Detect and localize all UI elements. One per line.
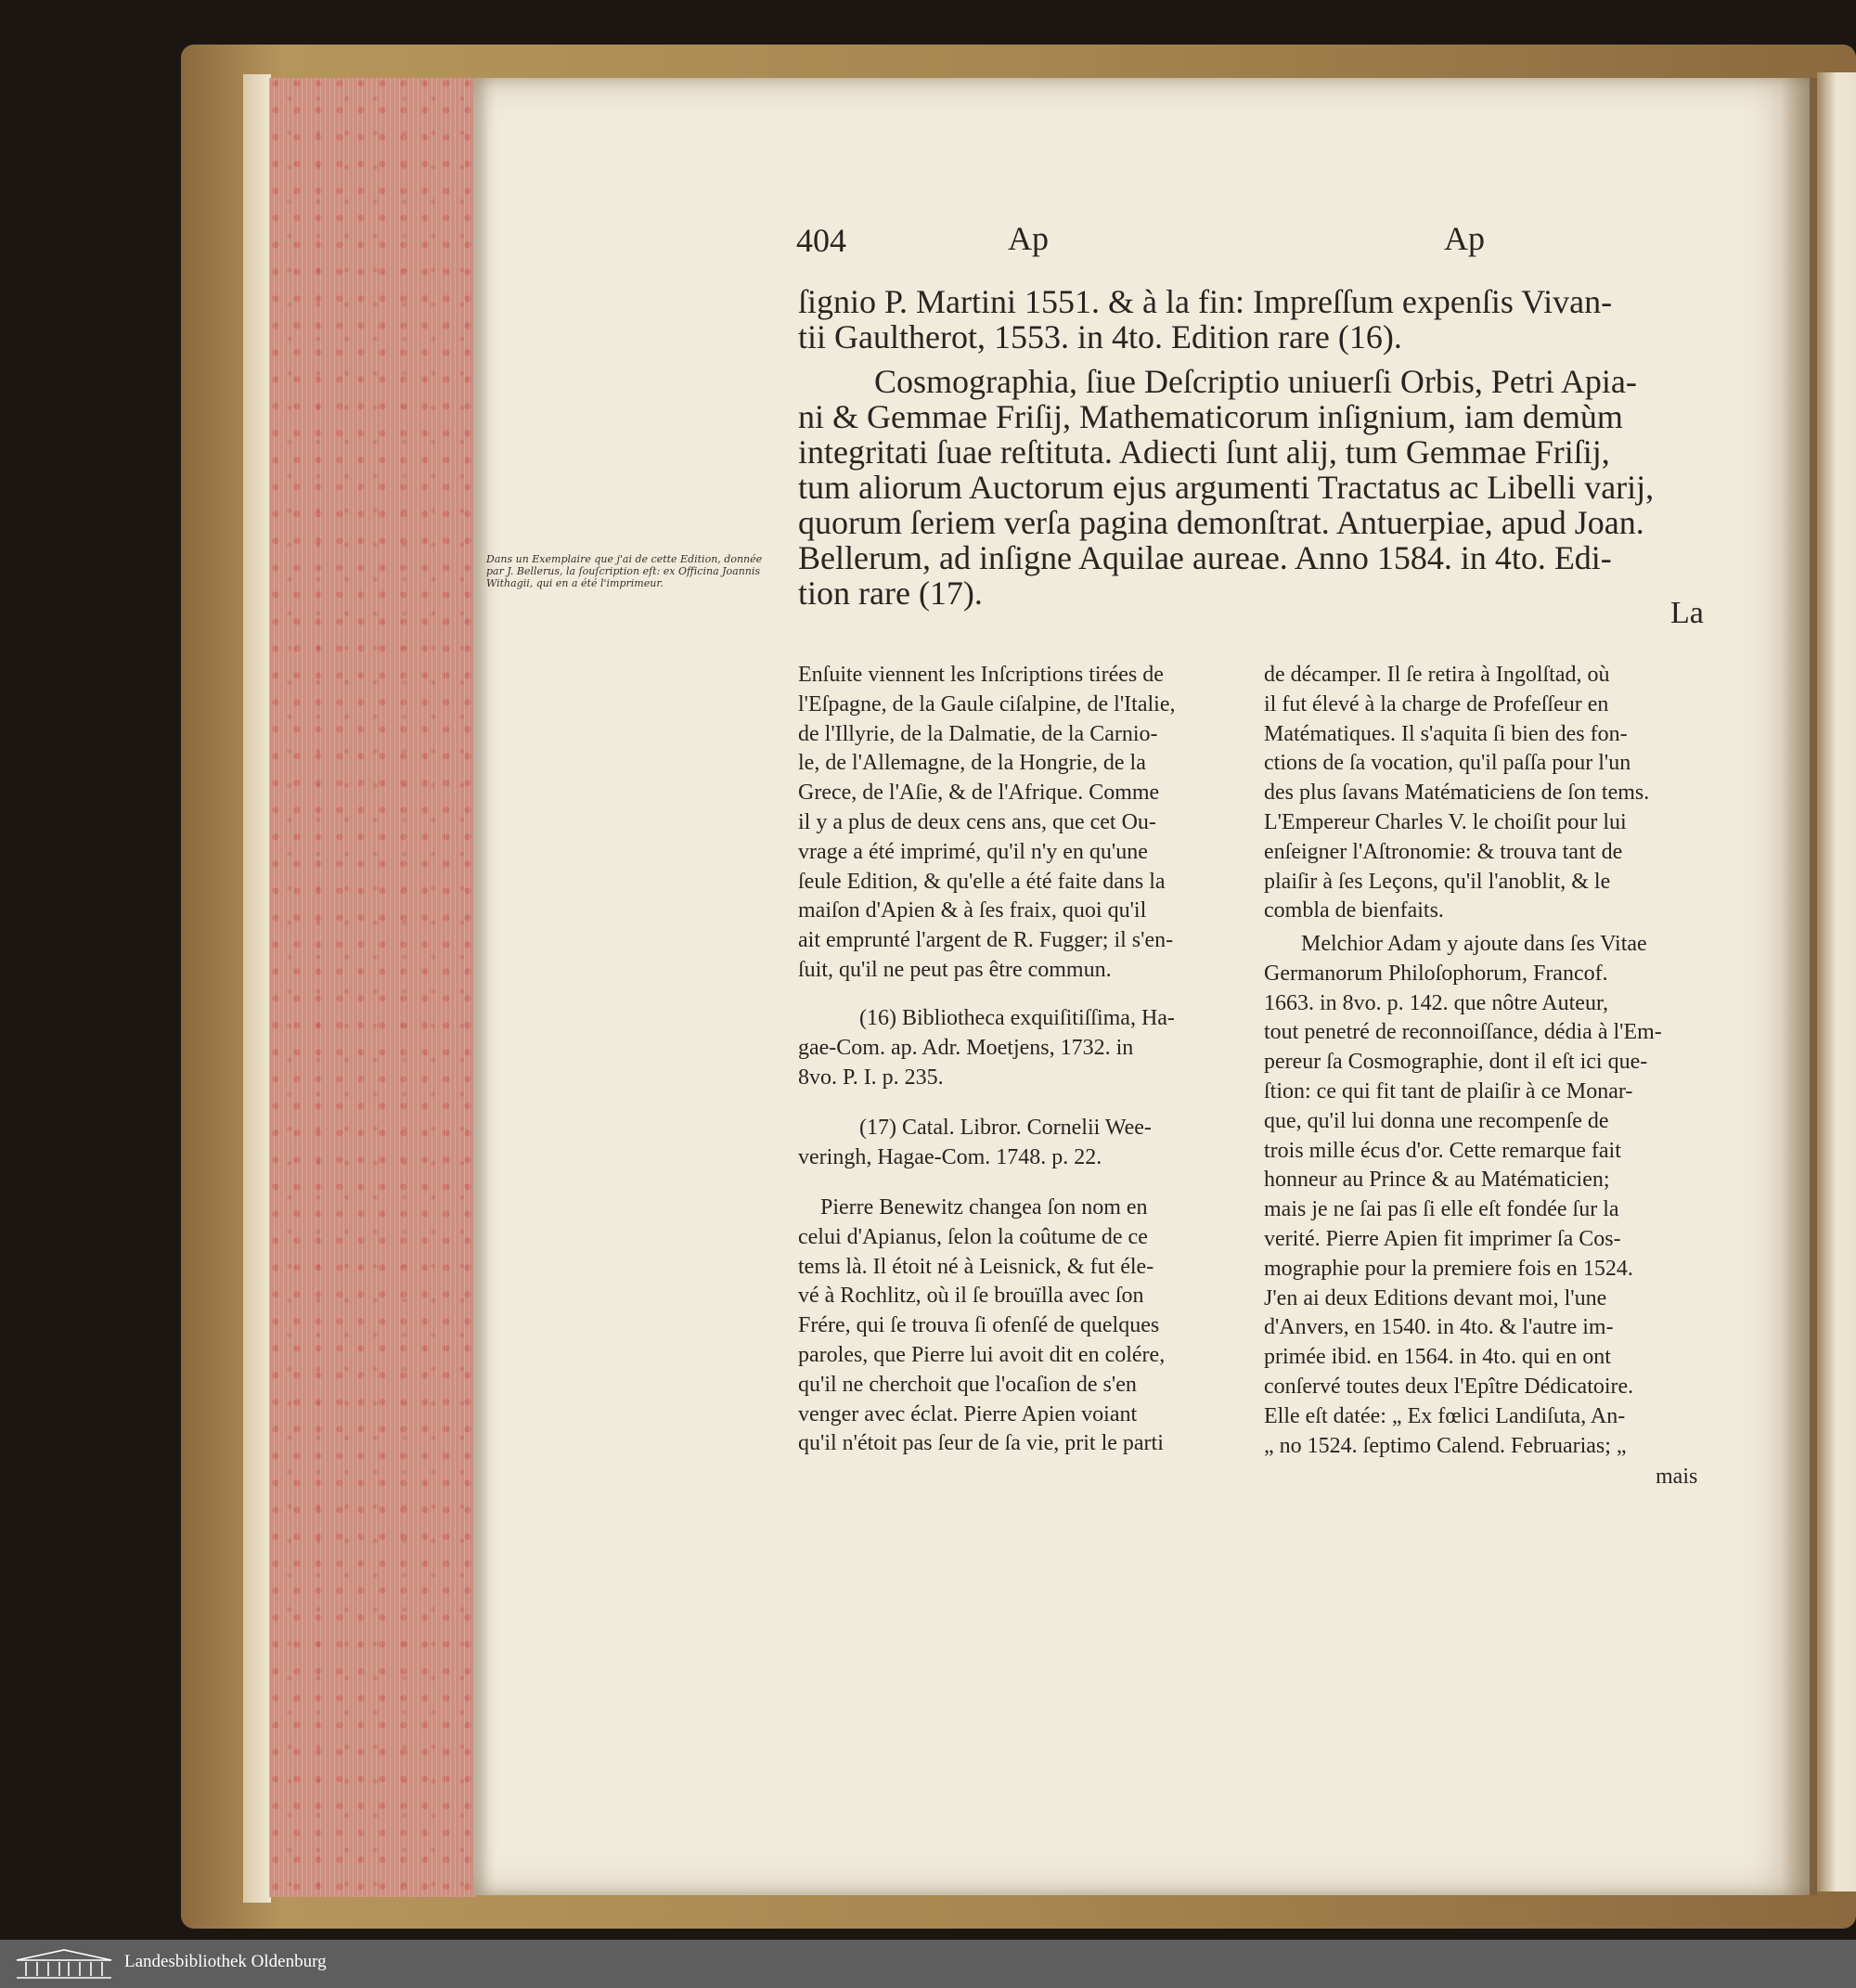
library-name: Landesbibliothek Oldenburg (124, 1952, 327, 1971)
gutter-shadow (1782, 78, 1817, 1895)
text-line: tion rare (17). (798, 574, 983, 612)
text-line: J'en ai deux Editions devant moi, l'une (1264, 1285, 1607, 1310)
page-edge-light (243, 74, 271, 1903)
text-line: Matématiques. Il s'aquita ſi bien des fon- (1264, 721, 1628, 746)
catchword-top: La (1670, 596, 1704, 630)
text-line: vrage a été imprimé, qu'il n'y en qu'une (798, 839, 1148, 864)
text-line: tout penetré de reconnoiſſance, dédia à l'Em- (1264, 1020, 1662, 1045)
text-line: Enſuite viennent les Inſcriptions tirées de (798, 663, 1164, 687)
note-line: Withagii, qui en a été l'imprimeur. (486, 577, 664, 589)
text-line: verité. Pierre Apien fit imprimer ſa Cos- (1264, 1226, 1621, 1251)
footnote-16 (798, 1004, 1234, 1092)
text-line: vé à Rochlitz, où il ſe brouïlla avec ſon (798, 1284, 1144, 1309)
text-line: mais je ne ſai pas ſi elle eſt fondée ſur la (1264, 1197, 1619, 1222)
text-line: des plus ſavans Matématiciens de ſon tems. (1264, 781, 1650, 806)
catchword-bottom: mais (1656, 1465, 1698, 1489)
text-line: Elle eſt datée: „ Ex fœlici Landiſuta, An- (1264, 1403, 1626, 1428)
text-line: tii Gaultherot, 1553. in 4to. Edition rare (16). (798, 318, 1402, 355)
text-line: il y a plus de deux cens ans, que cet Ou- (798, 809, 1156, 834)
running-head-left: Ap (1008, 220, 1049, 257)
text-line: ſuit, qu'il ne peut pas être commun. (798, 957, 1112, 982)
text-line: primée ibid. en 1564. in 4to. qui en ont (1264, 1345, 1611, 1370)
text-line: venger avec éclat. Pierre Apien voiant (798, 1401, 1138, 1426)
text-line: Frére, qui ſe trouva ſi ofenſé de quelques (798, 1313, 1160, 1338)
text-line: „ no 1524. ſeptimo Calend. Februarias; „ (1264, 1433, 1627, 1458)
entry-continuation (798, 284, 1708, 355)
text-line: combla de bienfaits. (1264, 898, 1444, 923)
text-line: quorum ſeriem verſa pagina demonſtrat. Antuerpiae, apud Joan. (798, 504, 1644, 541)
text-line: (16) Bibliotheca exquiſitiſſima, Ha- (859, 1006, 1175, 1030)
text-line: Germanorum Philoſophorum, Francof. (1264, 961, 1608, 986)
text-line: celui d'Apianus, ſelon la coûtume de ce (798, 1224, 1148, 1249)
running-head-right: Ap (1444, 220, 1485, 257)
text-line: il fut élevé à la charge de Profeſſeur en (1264, 691, 1609, 716)
text-line: mographie pour la premiere fois en 1524. (1264, 1256, 1633, 1281)
text-line: Pierre Benewitz changea ſon nom en (820, 1195, 1148, 1220)
text-line: ſtion: ce qui fit tant de plaiſir à ce Monar- (1264, 1078, 1633, 1104)
text-line: d'Anvers, en 1540. in 4to. & l'autre im- (1264, 1315, 1614, 1340)
text-line: honneur au Prince & au Matématicien; (1264, 1168, 1610, 1193)
text-line: tum aliorum Auctorum ejus argumenti Tractatus ac Libelli varij, (798, 469, 1655, 506)
text-line: (17) Catal. Libror. Cornelii Wee- (859, 1116, 1152, 1140)
text-line: ſeule Edition, & qu'elle a été faite dans la (798, 869, 1166, 894)
text-line: L'Empereur Charles V. le choiſit pour lui (1264, 809, 1627, 834)
text-line: ſignio P. Martini 1551. & à la fin: Impreſſum expenſis Vivan- (798, 283, 1613, 320)
left-column-paragraph-1 (798, 661, 1234, 986)
sprinkled-fore-edge (269, 78, 475, 1897)
library-footer-bar (0, 1940, 1856, 1988)
text-line: trois mille écus d'or. Cette remarque fait (1264, 1138, 1621, 1163)
note-line: par J. Bellerus, la ſouſcription eſt: ex Officina Joannis (486, 565, 761, 577)
text-line: le, de l'Allemagne, de la Hongrie, de la (798, 751, 1146, 776)
right-column-paragraph-2 (1264, 930, 1709, 1461)
text-line: qu'il ne cherchoit que l'ocaſion de s'en (798, 1372, 1137, 1397)
text-line: ni & Gemmae Friſij, Mathematicorum inſignium, iam demùm (798, 398, 1623, 435)
text-line: veringh, Hagae-Com. 1748. p. 22. (798, 1144, 1102, 1169)
facing-page-edge (1817, 72, 1856, 1891)
note-line: Dans un Exemplaire que j'ai de cette Edition, donnée (486, 553, 763, 565)
text-line: integritati ſuae reſtituta. Adiecti ſunt alij, tum Gemmae Friſij, (798, 433, 1610, 471)
text-line: ait emprunté l'argent de R. Fugger; il s'en- (798, 928, 1174, 953)
text-line: paroles, que Pierre lui avoit dit en colére, (798, 1342, 1166, 1367)
right-column-paragraph-1 (1264, 661, 1709, 926)
text-line: l'Eſpagne, de la Gaule ciſalpine, de l'Italie, (798, 691, 1176, 716)
text-line: plaiſir à ſes Leçons, qu'il l'anoblit, & le (1264, 869, 1611, 894)
text-line: que, qu'il lui donna une recompenſe de (1264, 1108, 1609, 1133)
text-line: qu'il n'étoit pas ſeur de ſa vie, prit le parti (798, 1431, 1164, 1456)
text-line: Bellerum, ad inſigne Aquilae aureae. Anno 1584. in 4to. Edi- (798, 539, 1612, 576)
bibliographic-entry (798, 364, 1708, 611)
text-line: maiſon d'Apien & à ſes fraix, quoi qu'il (798, 898, 1147, 923)
text-line: conſervé toutes deux l'Epître Dédicatoire. (1264, 1374, 1634, 1399)
text-line: enſeigner l'Aſtronomie: & trouva tant de (1264, 839, 1623, 864)
text-line: 8vo. P. I. p. 235. (798, 1065, 944, 1090)
text-line: de décamper. Il ſe retira à Ingolſtad, où (1264, 663, 1610, 687)
text-line: ctions de ſa vocation, qu'il paſſa pour l'un (1264, 751, 1631, 776)
text-line: Cosmographia, ſiue Deſcriptio uniuerſi Orbis, Petri Apia- (874, 363, 1637, 400)
handwritten-margin-note (486, 553, 762, 589)
library-building-logo-icon (13, 1947, 115, 1981)
text-line: Grece, de l'Aſie, & de l'Afrique. Comme (798, 781, 1160, 806)
text-line: gae-Com. ap. Adr. Moetjens, 1732. in (798, 1035, 1134, 1060)
text-line: de l'Illyrie, de la Dalmatie, de la Carnio- (798, 721, 1158, 746)
footnote-17 (798, 1114, 1234, 1173)
text-line: Melchior Adam y ajoute dans ſes Vitae (1301, 932, 1647, 956)
text-line: 1663. in 8vo. p. 142. que nôtre Auteur, (1264, 990, 1608, 1015)
page-number: 404 (796, 222, 846, 259)
text-line: pereur ſa Cosmographie, dont il eſt ici que- (1264, 1050, 1648, 1075)
left-column-paragraph-2 (798, 1194, 1234, 1459)
text-line: tems là. Il étoit né à Leisnick, & fut éle- (798, 1254, 1154, 1279)
